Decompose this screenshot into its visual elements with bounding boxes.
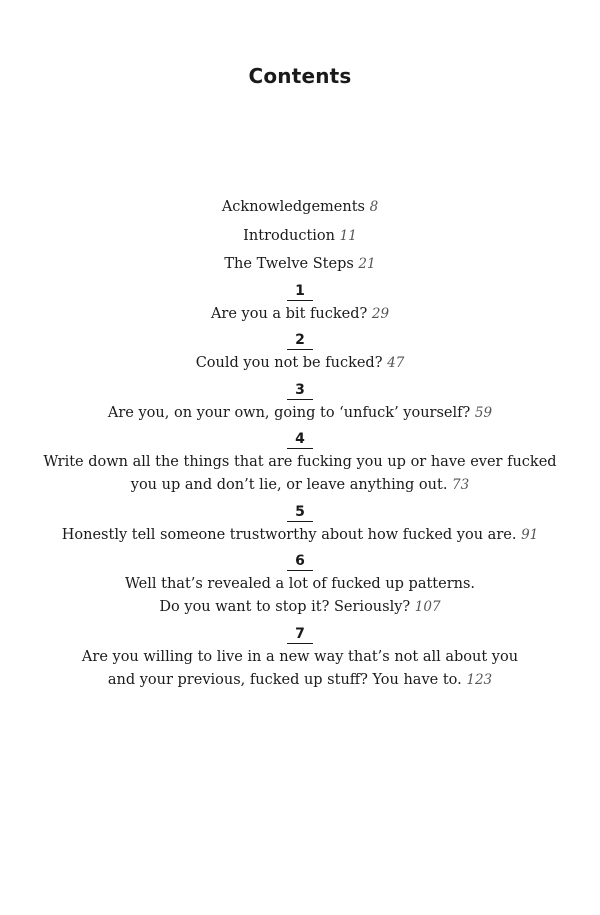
toc-entry-step-2[interactable] xyxy=(0,352,600,375)
step-number: 5 xyxy=(287,504,313,522)
entry-page-number: 73 xyxy=(452,477,470,493)
entry-page-number: 8 xyxy=(369,199,379,215)
entry-title-line: Are you willing to live in a new way that’s not all about you xyxy=(81,648,519,665)
toc-entry-step-5[interactable] xyxy=(0,524,600,547)
table-of-contents xyxy=(0,196,600,697)
entry-title-line: Write down all the things that are fucking you up or have ever fucked xyxy=(43,454,557,470)
entry-title: The Twelve Steps xyxy=(224,256,354,272)
entry-title: and your previous, fucked up stuff? You have to. xyxy=(107,671,462,688)
step-number: 4 xyxy=(287,431,313,449)
entry-title: you up and don’t lie, or leave anything out. xyxy=(130,477,448,493)
toc-entry-step-7[interactable] xyxy=(0,646,600,692)
entry-page-number: 123 xyxy=(466,671,493,688)
entry-title: Are you, on your own, going to ‘unfuck’ yourself? xyxy=(107,404,471,421)
step-number-wrap xyxy=(0,381,600,402)
entry-title: Introduction xyxy=(243,227,336,244)
step-number: 2 xyxy=(287,332,313,350)
step-number: 3 xyxy=(287,382,313,400)
step-number-wrap xyxy=(0,282,600,303)
entry-page-number: 47 xyxy=(387,355,405,371)
toc-entry-step-6[interactable] xyxy=(0,573,600,619)
entry-title-line: Well that’s revealed a lot of fucked up patterns. xyxy=(124,576,476,592)
step-number-wrap xyxy=(0,552,600,573)
entry-title-line-with-page xyxy=(0,596,600,619)
entry-title-line-with-page xyxy=(0,669,600,692)
step-number-wrap xyxy=(0,625,600,646)
entry-title: Could you not be fucked? xyxy=(195,355,383,371)
entry-title: Honestly tell someone trustworthy about how fucked you are. xyxy=(61,526,517,543)
entry-title: Are you a bit fucked? xyxy=(210,305,368,322)
entry-page-number: 21 xyxy=(358,256,376,272)
step-number-wrap xyxy=(0,503,600,524)
step-number: 6 xyxy=(287,553,313,571)
toc-entry-introduction[interactable] xyxy=(0,225,600,248)
entry-title-line-with-page xyxy=(0,474,600,497)
toc-entry-acknowledgements[interactable] xyxy=(0,196,600,219)
toc-entry-step-3[interactable] xyxy=(0,402,600,425)
step-number-wrap xyxy=(0,430,600,451)
entry-page-number: 29 xyxy=(371,305,390,322)
toc-entry-twelve-steps[interactable] xyxy=(0,253,600,276)
entry-page-number: 11 xyxy=(339,227,357,244)
toc-entry-step-4[interactable] xyxy=(0,451,600,497)
entry-title: Acknowledgements xyxy=(221,199,365,215)
page-title: Contents xyxy=(248,64,352,88)
entry-title: Do you want to stop it? Seriously? xyxy=(159,599,411,615)
entry-page-number: 107 xyxy=(414,599,441,615)
entry-page-number: 59 xyxy=(474,404,493,421)
step-number-wrap xyxy=(0,331,600,352)
step-number: 1 xyxy=(287,283,313,301)
toc-entry-step-1[interactable] xyxy=(0,303,600,326)
step-number: 7 xyxy=(287,626,313,644)
entry-page-number: 91 xyxy=(521,526,539,543)
